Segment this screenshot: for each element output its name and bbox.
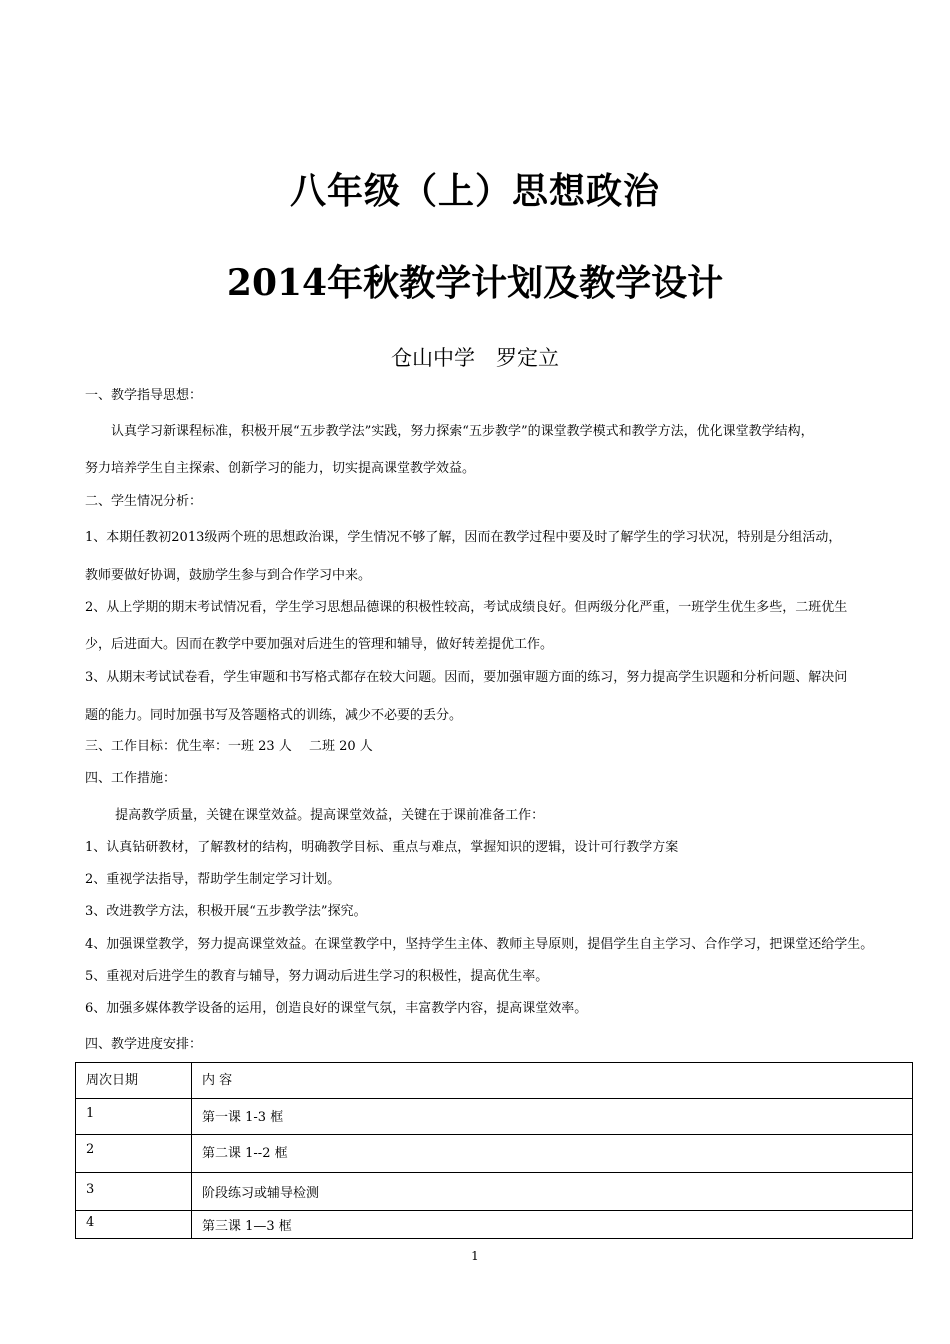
week-cell: 2 — [76, 1135, 192, 1173]
paragraph-line: 教师要做好协调，鼓励学生参与到合作学习中来。 — [85, 568, 372, 583]
section-heading-work-measures: 四、工作措施： — [85, 771, 177, 786]
column-header-content: 内 容 — [192, 1063, 913, 1099]
section-heading-student-analysis: 二、学生情况分析： — [85, 494, 203, 509]
content-cell: 阶段练习或辅导检测 — [192, 1173, 913, 1211]
author-line: 仓山中学 罗定立 — [391, 346, 559, 370]
schedule-table — [75, 1062, 913, 1239]
column-header-week: 周次日期 — [76, 1063, 192, 1099]
table-row — [76, 1099, 913, 1135]
paragraph-line: 努力培养学生自主探索、创新学习的能力，切实提高课堂教学效益。 — [85, 461, 476, 476]
content-cell: 第二课 1--2 框 — [192, 1135, 913, 1173]
paragraph-line: 题的能力。同时加强书写及答题格式的训练，减少不必要的丢分。 — [85, 708, 463, 723]
measure-item: 2、重视学法指导，帮助学生制定学习计划。 — [85, 872, 341, 887]
table-header-row — [76, 1063, 913, 1099]
table-row — [76, 1173, 913, 1211]
measure-item: 6、加强多媒体教学设备的运用，创造良好的课堂气氛，丰富教学内容，提高课堂效率。 — [85, 1001, 588, 1016]
document-title: 八年级（上）思想政治 — [289, 170, 660, 212]
week-cell: 4 — [76, 1211, 192, 1239]
page-number: 1 — [471, 1249, 479, 1263]
measure-item: 1、认真钻研教材，了解教材的结构，明确教学目标、重点与难点，掌握知识的逻辑，设计可行教学方案 — [85, 840, 679, 855]
measure-item: 3、改进教学方法，积极开展“五步教学法”探究。 — [85, 904, 367, 919]
paragraph-line: 少，后进面大。因而在教学中要加强对后进生的管理和辅导，做好转差提优工作。 — [85, 637, 554, 652]
paragraph-line: 2、从上学期的期末考试情况看，学生学习思想品德课的积极性较高，考试成绩良好。但两级分化严重，一班学生优生多些，二班优生 — [85, 600, 848, 615]
paragraph-line: 1、本期任教初2013级两个班的思想政治课，学生情况不够了解，因而在教学过程中要及时了解学生的学习状况，特别是分组活动， — [85, 530, 842, 545]
table-row — [76, 1211, 913, 1239]
paragraph-line: 3、从期末考试试卷看，学生审题和书写格式都存在较大问题。因而，要加强审题方面的练习，努力提高学生识题和分析问题、解决问 — [85, 670, 848, 685]
measure-item: 5、重视对后进学生的教育与辅导，努力调动后进生学习的积极性，提高优生率。 — [85, 969, 549, 984]
week-cell: 3 — [76, 1173, 192, 1211]
section-heading-work-goals: 三、工作目标：优生率：一班 23 人 二班 20 人 — [85, 739, 373, 754]
section-heading-guiding-ideas: 一、教学指导思想： — [85, 388, 203, 403]
content-cell: 第一课 1-3 框 — [192, 1099, 913, 1135]
document-subtitle: 2014年秋教学计划及教学设计 — [226, 262, 724, 304]
paragraph-line: 提高教学质量，关键在课堂效益。提高课堂效益，关键在于课前准备工作： — [85, 808, 545, 823]
section-heading-schedule: 四、教学进度安排： — [85, 1037, 203, 1052]
measure-item: 4、加强课堂教学，努力提高课堂效益。在课堂教学中，坚持学生主体、教师主导原则，提倡学生自主学习、合作学习，把课堂还给学生。 — [85, 937, 874, 952]
week-cell: 1 — [76, 1099, 192, 1135]
content-cell: 第三课 1—3 框 — [192, 1211, 913, 1239]
table-row — [76, 1135, 913, 1173]
paragraph-line: 认真学习新课程标准，积极开展“五步教学法”实践，努力探索“五步教学”的课堂教学模式和教学方法，优化课堂教学结构， — [85, 424, 814, 439]
